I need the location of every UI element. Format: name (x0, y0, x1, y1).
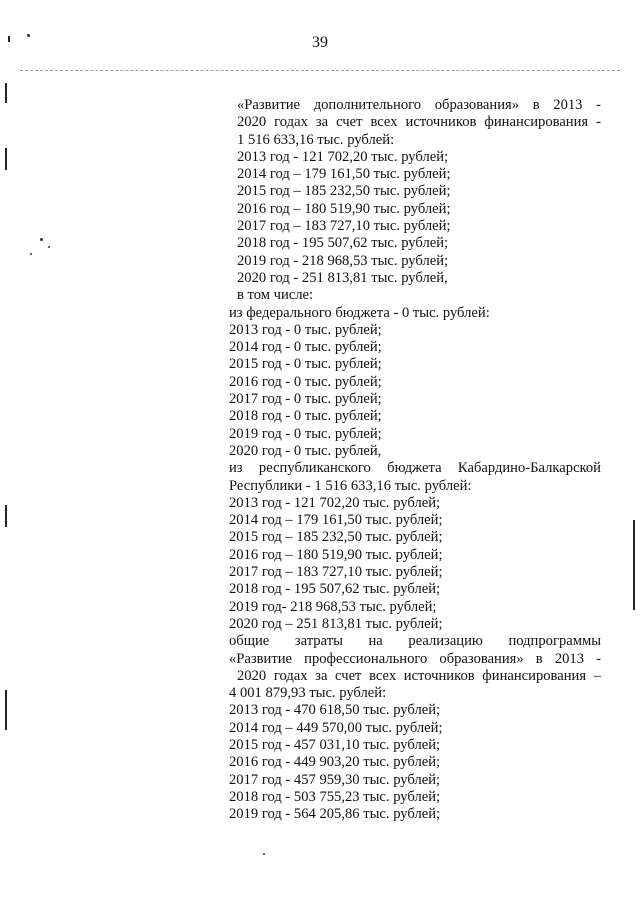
text-line: 2014 год – 179 161,50 тыс. рублей; (237, 166, 451, 183)
text-line: 2015 год - 457 031,10 тыс. рублей; (229, 736, 441, 753)
text-line: 2015 год – 185 232,50 тыс. рублей; (237, 183, 451, 200)
text-line: «Развитие дополнительного образования» в 2013 - (237, 97, 601, 113)
text-line: из федерального бюджета - 0 тыс. рублей: (229, 304, 490, 321)
header-rule (20, 70, 620, 71)
text-line: 2013 год - 0 тыс. рублей; (229, 321, 382, 338)
text-line: 2013 год - 121 702,20 тыс. рублей; (237, 148, 449, 165)
text-line: 2014 год – 449 570,00 тыс. рублей; (229, 719, 443, 736)
text-line: 2014 год – 179 161,50 тыс. рублей; (229, 512, 443, 529)
text-line: 2015 год - 0 тыс. рублей; (229, 356, 382, 373)
text-line: 2013 год - 121 702,20 тыс. рублей; (229, 494, 441, 511)
text-line: 2019 год - 0 тыс. рублей; (229, 425, 382, 442)
scan-speck (263, 853, 265, 855)
scan-speck (48, 246, 50, 248)
text-line: 2018 год - 195 507,62 тыс. рублей; (237, 235, 449, 252)
text-line: 2019 год - 218 968,53 тыс. рублей; (237, 252, 449, 269)
text-line: в том числе: (237, 287, 314, 304)
text-line: 2018 год - 195 507,62 тыс. рублей; (229, 581, 441, 598)
text-line: 2020 год - 0 тыс. рублей, (229, 442, 382, 459)
page-number: 39 (312, 34, 328, 51)
text-line: 2020 годах за счет всех источников финансирования - (237, 114, 601, 131)
text-line: 2016 год – 180 519,90 тыс. рублей; (237, 200, 451, 217)
scan-mark-right (633, 520, 635, 610)
scan-speck (27, 34, 30, 37)
text-line: Республики - 1 516 633,16 тыс. рублей: (229, 477, 472, 494)
text-line: 2019 год - 564 205,86 тыс. рублей; (229, 806, 441, 823)
scan-mark-left-3 (5, 505, 7, 527)
text-line: 2015 год – 185 232,50 тыс. рублей; (229, 529, 443, 546)
scan-speck (30, 253, 32, 255)
text-line: 2017 год - 457 959,30 тыс. рублей; (229, 771, 441, 788)
text-line: 2020 год - 251 813,81 тыс. рублей, (237, 269, 448, 286)
text-line: 2020 годах за счет всех источников финансирования – (237, 667, 601, 684)
document-body (229, 97, 601, 823)
text-line: «Развитие профессионального образования» в 2013 - (229, 650, 601, 667)
scan-mark-topleft (8, 36, 10, 42)
scan-mark-left-2 (5, 148, 7, 170)
text-line: 4 001 879,93 тыс. рублей: (229, 685, 387, 702)
text-line: 2016 год - 0 тыс. рублей; (229, 373, 382, 390)
text-line: 2018 год - 503 755,23 тыс. рублей; (229, 788, 441, 805)
text-line: 2016 год - 449 903,20 тыс. рублей; (229, 754, 441, 771)
text-line: 2019 год- 218 968,53 тыс. рублей; (229, 598, 437, 615)
text-line: из республиканского бюджета Кабардино-Балкарской (229, 460, 601, 477)
text-line: 2014 год - 0 тыс. рублей; (229, 339, 382, 356)
scan-speck (40, 238, 43, 241)
text-line: 2017 год - 0 тыс. рублей; (229, 391, 382, 408)
text-line: 2020 год – 251 813,81 тыс. рублей; (229, 615, 443, 632)
text-line: 2013 год - 470 618,50 тыс. рублей; (229, 702, 441, 719)
scan-mark-left-4 (5, 690, 7, 730)
text-line: 1 516 633,16 тыс. рублей: (237, 131, 395, 148)
text-line: 2017 год – 183 727,10 тыс. рублей; (229, 564, 443, 581)
text-line: 2016 год – 180 519,90 тыс. рублей; (229, 546, 443, 563)
text-line: 2018 год - 0 тыс. рублей; (229, 408, 382, 425)
text-line: общие затраты на реализацию подпрограммы (229, 633, 601, 650)
text-line: 2017 год – 183 727,10 тыс. рублей; (237, 218, 451, 235)
scan-mark-left-1 (5, 83, 7, 103)
